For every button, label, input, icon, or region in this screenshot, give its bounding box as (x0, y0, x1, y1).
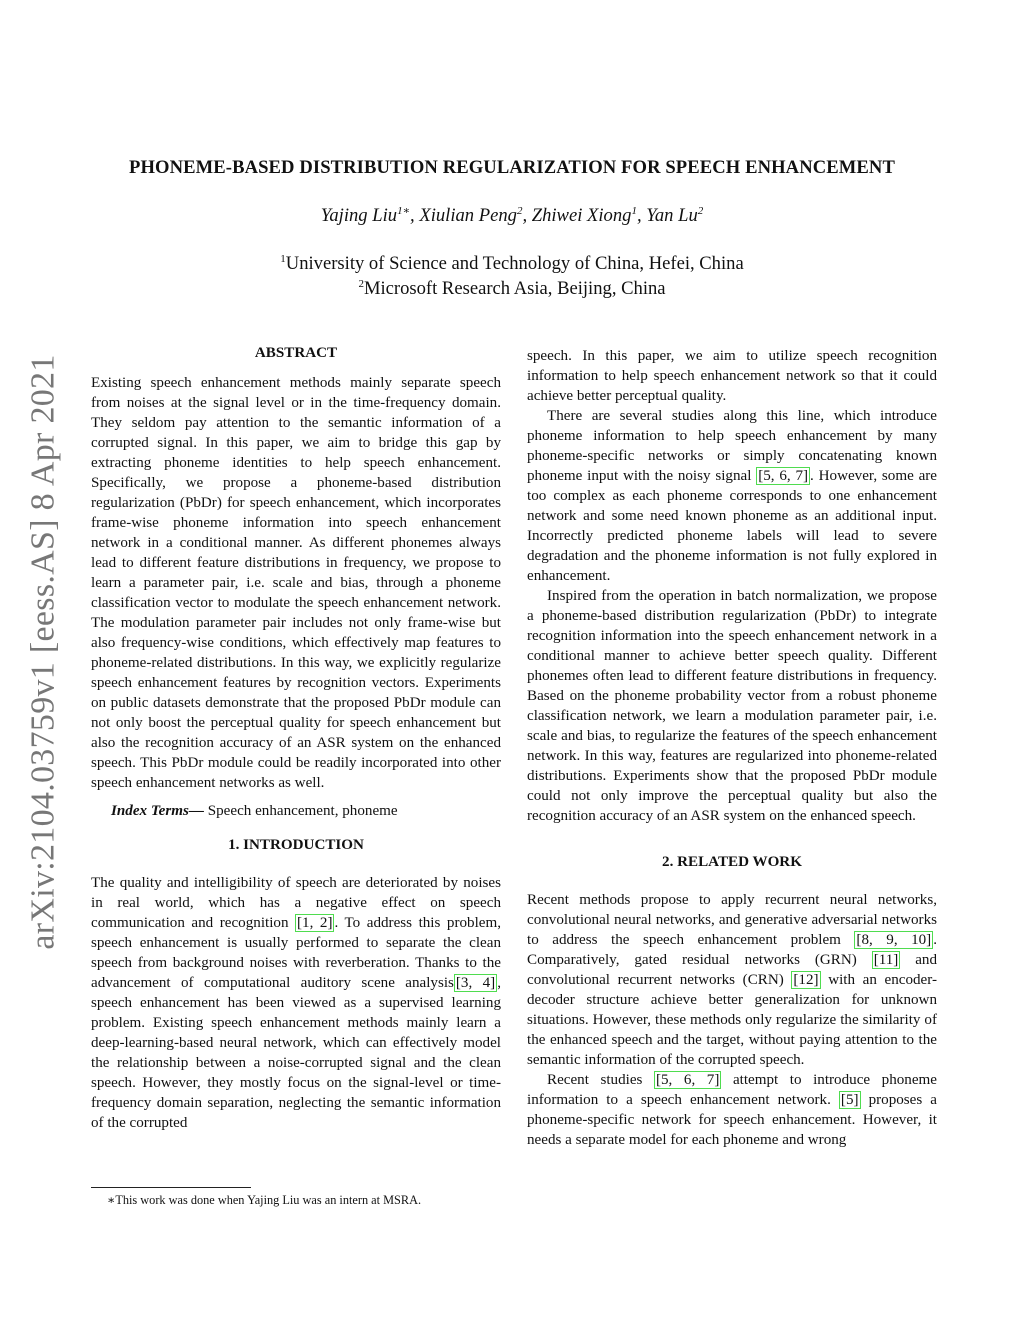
author-list: Yajing Liu$^{1∗}$, Xiulian Peng$^2$, Zhiwei Xiong$^1$, Yan Lu$^2$ (320, 204, 704, 226)
footnote-text: This work was done when Yajing Liu was an intern at MSRA. (115, 1193, 422, 1207)
author-name: Xiulian Peng (419, 205, 517, 226)
footnote-mark: ∗ (107, 1193, 116, 1207)
text-run: There are several studies along this line, which introduce phoneme information to help speech enhancement by many phoneme-specific networks or simply concatenating known phoneme input with the noisy signal (527, 408, 937, 484)
arxiv-identifier-text: arXiv:2104.03759v1 [eess.AS] 8 Apr 2021 (25, 354, 62, 950)
text-run: . To address this problem, speech enhancement is usually performed to separate the clean speech from background noises with reverberation. Thanks to the advancement of computational auditory scene analysis (91, 915, 501, 991)
citation-link[interactable]: [5] (840, 1092, 859, 1108)
author-affiliation-mark: 1 (631, 204, 637, 217)
text-run: proposes a phoneme-specific network for speech enhancement. However, it needs a separate model for each phoneme and wrong (527, 1092, 937, 1148)
text-run: attempt to introduce phoneme information to a speech enhancement network. (527, 1072, 937, 1108)
author-name: Zhiwei Xiong (531, 205, 632, 226)
affiliation-1 (60, 253, 964, 275)
affiliation-text: University of Science and Technology of China, Hefei, China (285, 253, 744, 274)
author-name: Yajing Liu (320, 205, 398, 226)
affiliation-mark: 2 (358, 277, 364, 290)
abstract-text: Existing speech enhancement methods mainly separate speech from noises at the signal level or in the time-frequency domain. They seldom pay attention to the semantic information of a corrupted signal. In this paper, we aim to bridge this gap by extracting phoneme identities to help speech enhancement. Specifically, we propose a phoneme-based distribution regularization (PbDr) for speech enhancement, which incorporates frame-wise phoneme information into speech enhancement network in a conditional manner. As different phonemes always lead to different feature distributions in frequency, we propose to learn a parameter pair, i.e. scale and bias, through a phoneme classification vector to modulate the speech enhancement network. The modulation parameter pair includes not only frame-wise but also frequency-wise conditions, which effectively map features to phoneme-related distributions. In this way, we explicitly regularize speech enhancement features by recognition vectors. Experiments on public datasets demonstrate that the proposed PbDr module can not only boost the perceptual quality for speech enhancement but also the recognition accuracy of an ASR system on the enhanced speech. This PbDr module could be readily incorporated into other speech enhancement networks as well. (91, 375, 501, 791)
affiliation-2 (60, 278, 964, 300)
related-work-paragraph-1 (527, 890, 937, 1070)
footnote (91, 1193, 501, 1208)
index-terms-text: Speech enhancement, phoneme (207, 803, 398, 819)
index-terms (91, 801, 501, 821)
text-run: and convolutional recurrent networks (CRN) (527, 952, 937, 988)
intro-paragraph-2 (527, 406, 937, 586)
index-terms-label: Index Terms— (111, 803, 204, 819)
text-run: Recent studies (547, 1072, 654, 1088)
citation-link[interactable]: [12] (793, 972, 819, 988)
author-affiliation-mark: 2 (516, 204, 523, 217)
abstract-heading: ABSTRACT (254, 345, 338, 361)
text-run: . However, some are too complex as each phoneme corresponds to one enhancement network and some need known phoneme as an additional input. Incorrectly predicted phoneme labels will lead to severe degradation and the phoneme information is not fully explored in enhancement. (527, 468, 937, 584)
citation-link[interactable]: [5, 6, 7] (655, 1072, 720, 1088)
footnote-rule (91, 1187, 251, 1188)
related-work-heading: 2. RELATED WORK (662, 854, 802, 870)
text-run: The quality and intelligibility of speech are deteriorated by noises in real world, which has a negative effect on speech communication and recognition (91, 875, 501, 931)
author-name: Yan Lu (646, 205, 698, 226)
intro-continued-paragraph: speech. In this paper, we aim to utilize speech recognition information to help speech enhancement network so that it could achieve better perceptual quality. (527, 348, 937, 404)
author-affiliation-mark: 2 (697, 204, 704, 217)
arxiv-identifier (22, 352, 66, 952)
citation-link[interactable]: [11] (873, 952, 899, 968)
citation-link[interactable]: [5, 6, 7] (758, 468, 809, 484)
text-run: Recent methods propose to apply recurrent neural networks, convolutional neural networks, and generative adversarial networks to address the speech enhancement problem (527, 892, 937, 948)
intro-paragraph-3: Inspired from the operation in batch normalization, we propose a phoneme-based distribution regularization (PbDr) to integrate recognition information into the speech enhancement network in a conditional manner to achieve better speech quality. Different phonemes often lead to different feature distributions in frequency. Based on the phoneme probability vector from a robust phoneme classification network, we learn a modulation parameter pair, i.e. scale and bias, to regularize the features of the speech enhancement network. In this way, features are regularized into phoneme-related distributions. Experiments show that the proposed PbDr module could not only improve the perceptual quality but also the recognition accuracy of an ASR system on the enhanced speech. (527, 588, 937, 824)
related-work-paragraph-2 (527, 1070, 937, 1150)
text-run: with an encoder-decoder structure achieve better generalization for unknown situations. However, these methods only regularize the similarity of the enhanced speech and the target, without paying attention to the semantic information of the corrupted speech. (527, 972, 938, 1068)
citation-link[interactable]: [1, 2] (297, 915, 333, 931)
right-column (527, 346, 937, 1150)
citation-link[interactable]: [8, 9, 10] (856, 932, 932, 948)
author-affiliation-mark: 1∗ (397, 204, 411, 217)
text-run: . Comparatively, gated residual networks (GRN) (527, 932, 937, 968)
citation-link[interactable]: [3, 4] (455, 975, 496, 991)
affiliation-text: Microsoft Research Asia, Beijing, China (363, 278, 666, 299)
affiliation-mark: 1 (280, 252, 286, 265)
paper-title: PHONEME-BASED DISTRIBUTION REGULARIZATION FOR SPEECH ENHANCEMENT (129, 157, 895, 178)
introduction-paragraph (91, 873, 501, 1133)
introduction-heading: 1. INTRODUCTION (228, 837, 364, 853)
text-run: , speech enhancement has been viewed as a supervised learning problem. Existing speech enhancement methods mainly learn a deep-learning-based neural network, which can effectively model the relationship between a noise-corrupted signal and the clean speech. However, they mostly focus on the signal-level or time-frequency domain separation, neglecting the semantic information of the corrupted (91, 975, 501, 1131)
left-column (91, 343, 501, 1133)
